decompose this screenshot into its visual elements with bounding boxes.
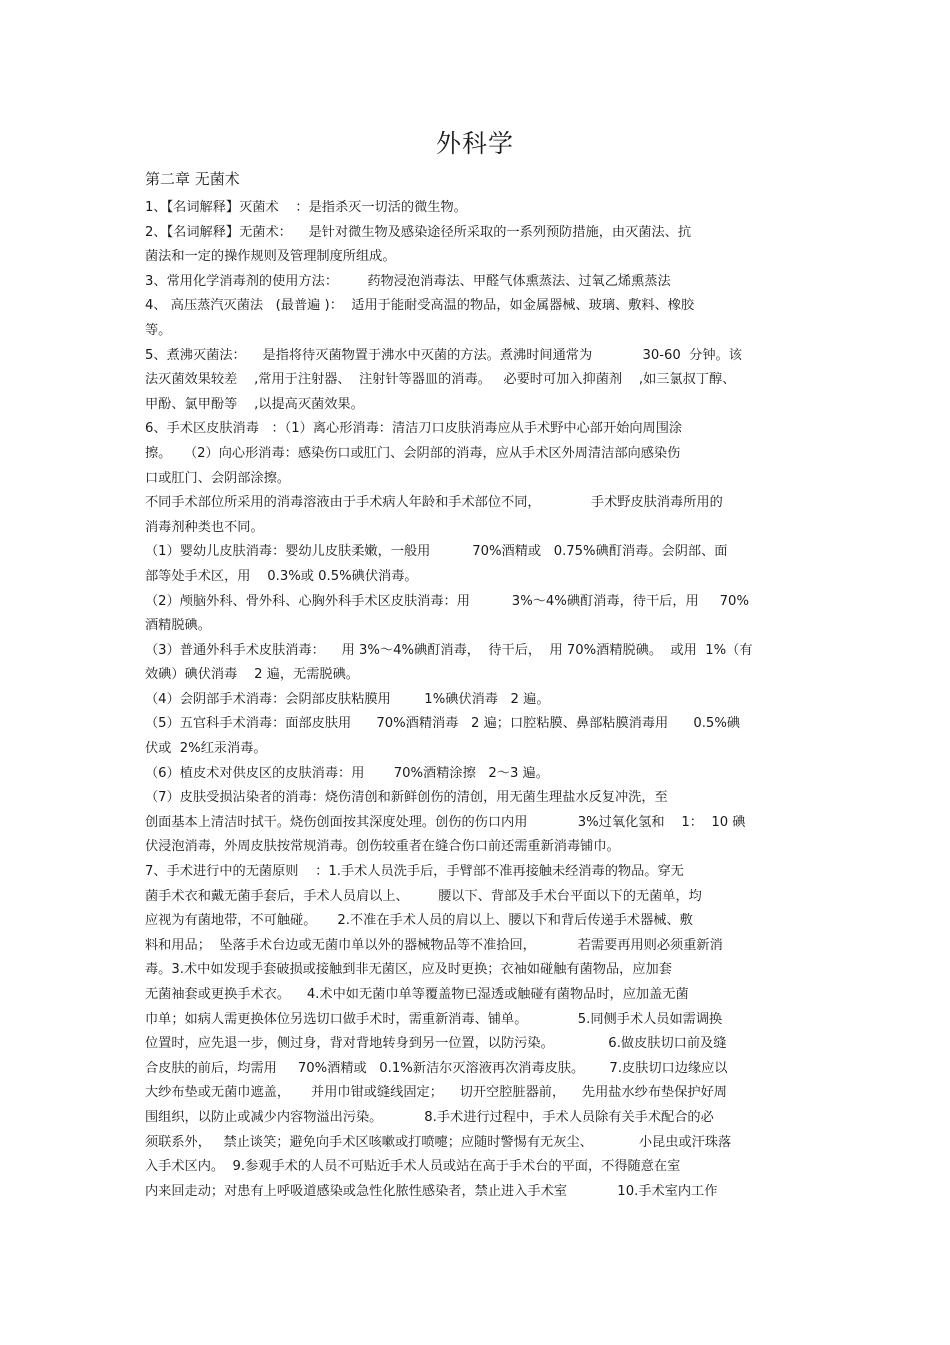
text-line: 法灭菌效果较差 ,常用于注射器、 注射针等器皿的消毒。 必要时可加入抑菌剂 ,如三氯叔丁醇、 (145, 372, 736, 388)
text-line: 料和用品； 坠落手术台边或无菌巾单以外的器械物品等不准拾回， 若需要再用则必须重新消 (145, 937, 723, 953)
text-line: 大纱布垫或无菌巾遮盖， 并用巾钳或缝线固定； 切开空腔脏器前， 先用盐水纱布垫保护好周 (145, 1085, 727, 1101)
text-line: 2、【名词解释】无菌术： 是针对微生物及感染途径所采取的一系列预防措施，由灭菌法、抗 (145, 224, 692, 240)
text-line: 须联系外， 禁止谈笑；避免向手术区咳嗽或打喷嚏；应随时警惕有无灰尘、 小昆虫或汗珠落 (145, 1134, 732, 1150)
text-line: （2）颅脑外科、骨外科、心胸外科手术区皮肤消毒：用 3%～4%碘酊消毒，待干后，用 70% (145, 593, 749, 609)
text-line: 7、手术进行中的无菌原则 ：1.手术人员洗手后，手臂部不准再接触未经消毒的物品。穿无 (145, 864, 684, 880)
text-line: 无菌袖套或更换手术衣。 4.术中如无菌巾单等覆盖物已湿透或触碰有菌物品时，应加盖无菌 (145, 987, 689, 1002)
text-line: 部等处手术区，用 0.3%或 0.5%碘伏消毒。 (145, 568, 418, 584)
text-line: 效碘）碘伏消毒 2 遍，无需脱碘。 (145, 667, 359, 683)
text-line: 6、手术区皮肤消毒 ：（1）离心形消毒：清洁刀口皮肤消毒应从手术野中心部开始向周围涂 (145, 421, 683, 437)
text-line: （6）植皮术对供皮区的皮肤消毒：用 70%酒精涂擦 2～3 遍。 (145, 765, 549, 781)
text-line: 应视为有菌地带，不可触碰。 2.不准在手术人员的肩以上、腰以下和背后传递手术器械、敷 (145, 913, 693, 929)
text-line: 菌法和一定的操作规则及管理制度所组成。 (145, 249, 396, 265)
text-line: 擦。 （2）向心形消毒：感染伤口或肛门、会阴部的消毒，应从手术区外周清洁部向感染伤 (145, 445, 681, 461)
page-title: 外科学 (435, 129, 514, 158)
text-line: 伏或 2%红汞消毒。 (145, 741, 267, 757)
text-line: 口或肛门、会阴部涂擦。 (145, 470, 291, 486)
text-line: （5）五官科手术消毒：面部皮肤用 70%酒精消毒 2 遍；口腔粘膜、鼻部粘膜消毒用 0.5%碘 (145, 716, 741, 732)
body-text (145, 196, 813, 1204)
text-line: 3、常用化学消毒剂的使用方法： 药物浸泡消毒法、甲醛气体熏蒸法、过氧乙烯熏蒸法 (145, 273, 671, 289)
text-line: 不同手术部位所采用的消毒溶液由于手术病人年龄和手术部位不同， 手术野皮肤消毒所用的 (145, 495, 723, 511)
text-line: 入手术区内。 9.参观手术的人员不可贴近手术人员或站在高于手术台的平面，不得随意在室 (145, 1159, 681, 1175)
text-line: 4、 高压蒸汽灭菌法 (最普遍 )： 适用于能耐受高温的物品，如金属器械、玻璃、敷料、橡胶 (145, 298, 695, 314)
text-line: 消毒剂种类也不同。 (145, 519, 264, 535)
text-line: （4）会阴部手术消毒：会阴部皮肤粘膜用 1%碘伏消毒 2 遍。 (145, 691, 550, 707)
text-line: 菌手术衣和戴无菌手套后，手术人员肩以上、 腰以下、背部及手术台平面以下的无菌单，均 (145, 888, 702, 904)
text-line: 合皮肤的前后，均需用 70%酒精或 0.1%新洁尔灭溶液再次消毒皮肤。 7.皮肤切口边缘应以 (145, 1060, 728, 1076)
text-line: 巾单；如病人需更换体位另选切口做手术时，需重新消毒、铺单。 5.同侧手术人员如需调换 (145, 1011, 723, 1027)
text-line: 毒。3.术中如发现手套破损或接触到非无菌区，应及时更换；衣袖如碰触有菌物品，应加套 (145, 962, 672, 978)
text-line: 1、【名词解释】灭菌术 ：是指杀灭一切活的微生物。 (145, 200, 467, 215)
text-line: 等。 (145, 322, 172, 338)
text-line: （3）普通外科手术皮肤消毒： 用 3%～4%碘酊消毒， 待干后， 用 70%酒精脱碘。 或用 1%（有 (145, 642, 753, 658)
chapter-heading: 第二章 无菌术 (145, 170, 240, 188)
text-line: 创面基本上清洁时拭干。烧伤创面按其深度处理。创伤的伤口内用 3%过氧化氢和 1： 10 碘 (145, 814, 746, 830)
text-line: （7）皮肤受损沾染者的消毒：烧伤清创和新鲜创伤的清创，用无菌生理盐水反复冲洗，至 (145, 790, 668, 806)
text-line: 围组织，以防止或减少内容物溢出污染。 8.手术进行过程中，手术人员除有关手术配合的必 (145, 1109, 714, 1125)
text-line: 5、煮沸灭菌法： 是指将待灭菌物置于沸水中灭菌的方法。煮沸时间通常为 30-60 分钟。该 (145, 347, 742, 363)
text-line: 酒精脱碘。 (145, 618, 211, 634)
text-line: 内来回走动；对患有上呼吸道感染或急性化脓性感染者，禁止进入手术室 10.手术室内工作 (145, 1183, 718, 1199)
text-line: （1）婴幼儿皮肤消毒：婴幼儿皮肤柔嫩，一般用 70%酒精或 0.75%碘酊消毒。会阴部、面 (145, 544, 728, 560)
text-line: 位置时，应先退一步，侧过身，背对背地转身到另一位置，以防污染。 6.做皮肤切口前及缝 (145, 1036, 727, 1052)
text-line: 伏浸泡消毒，外周皮肤按常规消毒。创伤较重者在缝合伤口前还需重新消毒铺巾。 (145, 839, 620, 855)
text-line: 甲酚、氯甲酚等 ,以提高灭菌效果。 (145, 396, 364, 412)
